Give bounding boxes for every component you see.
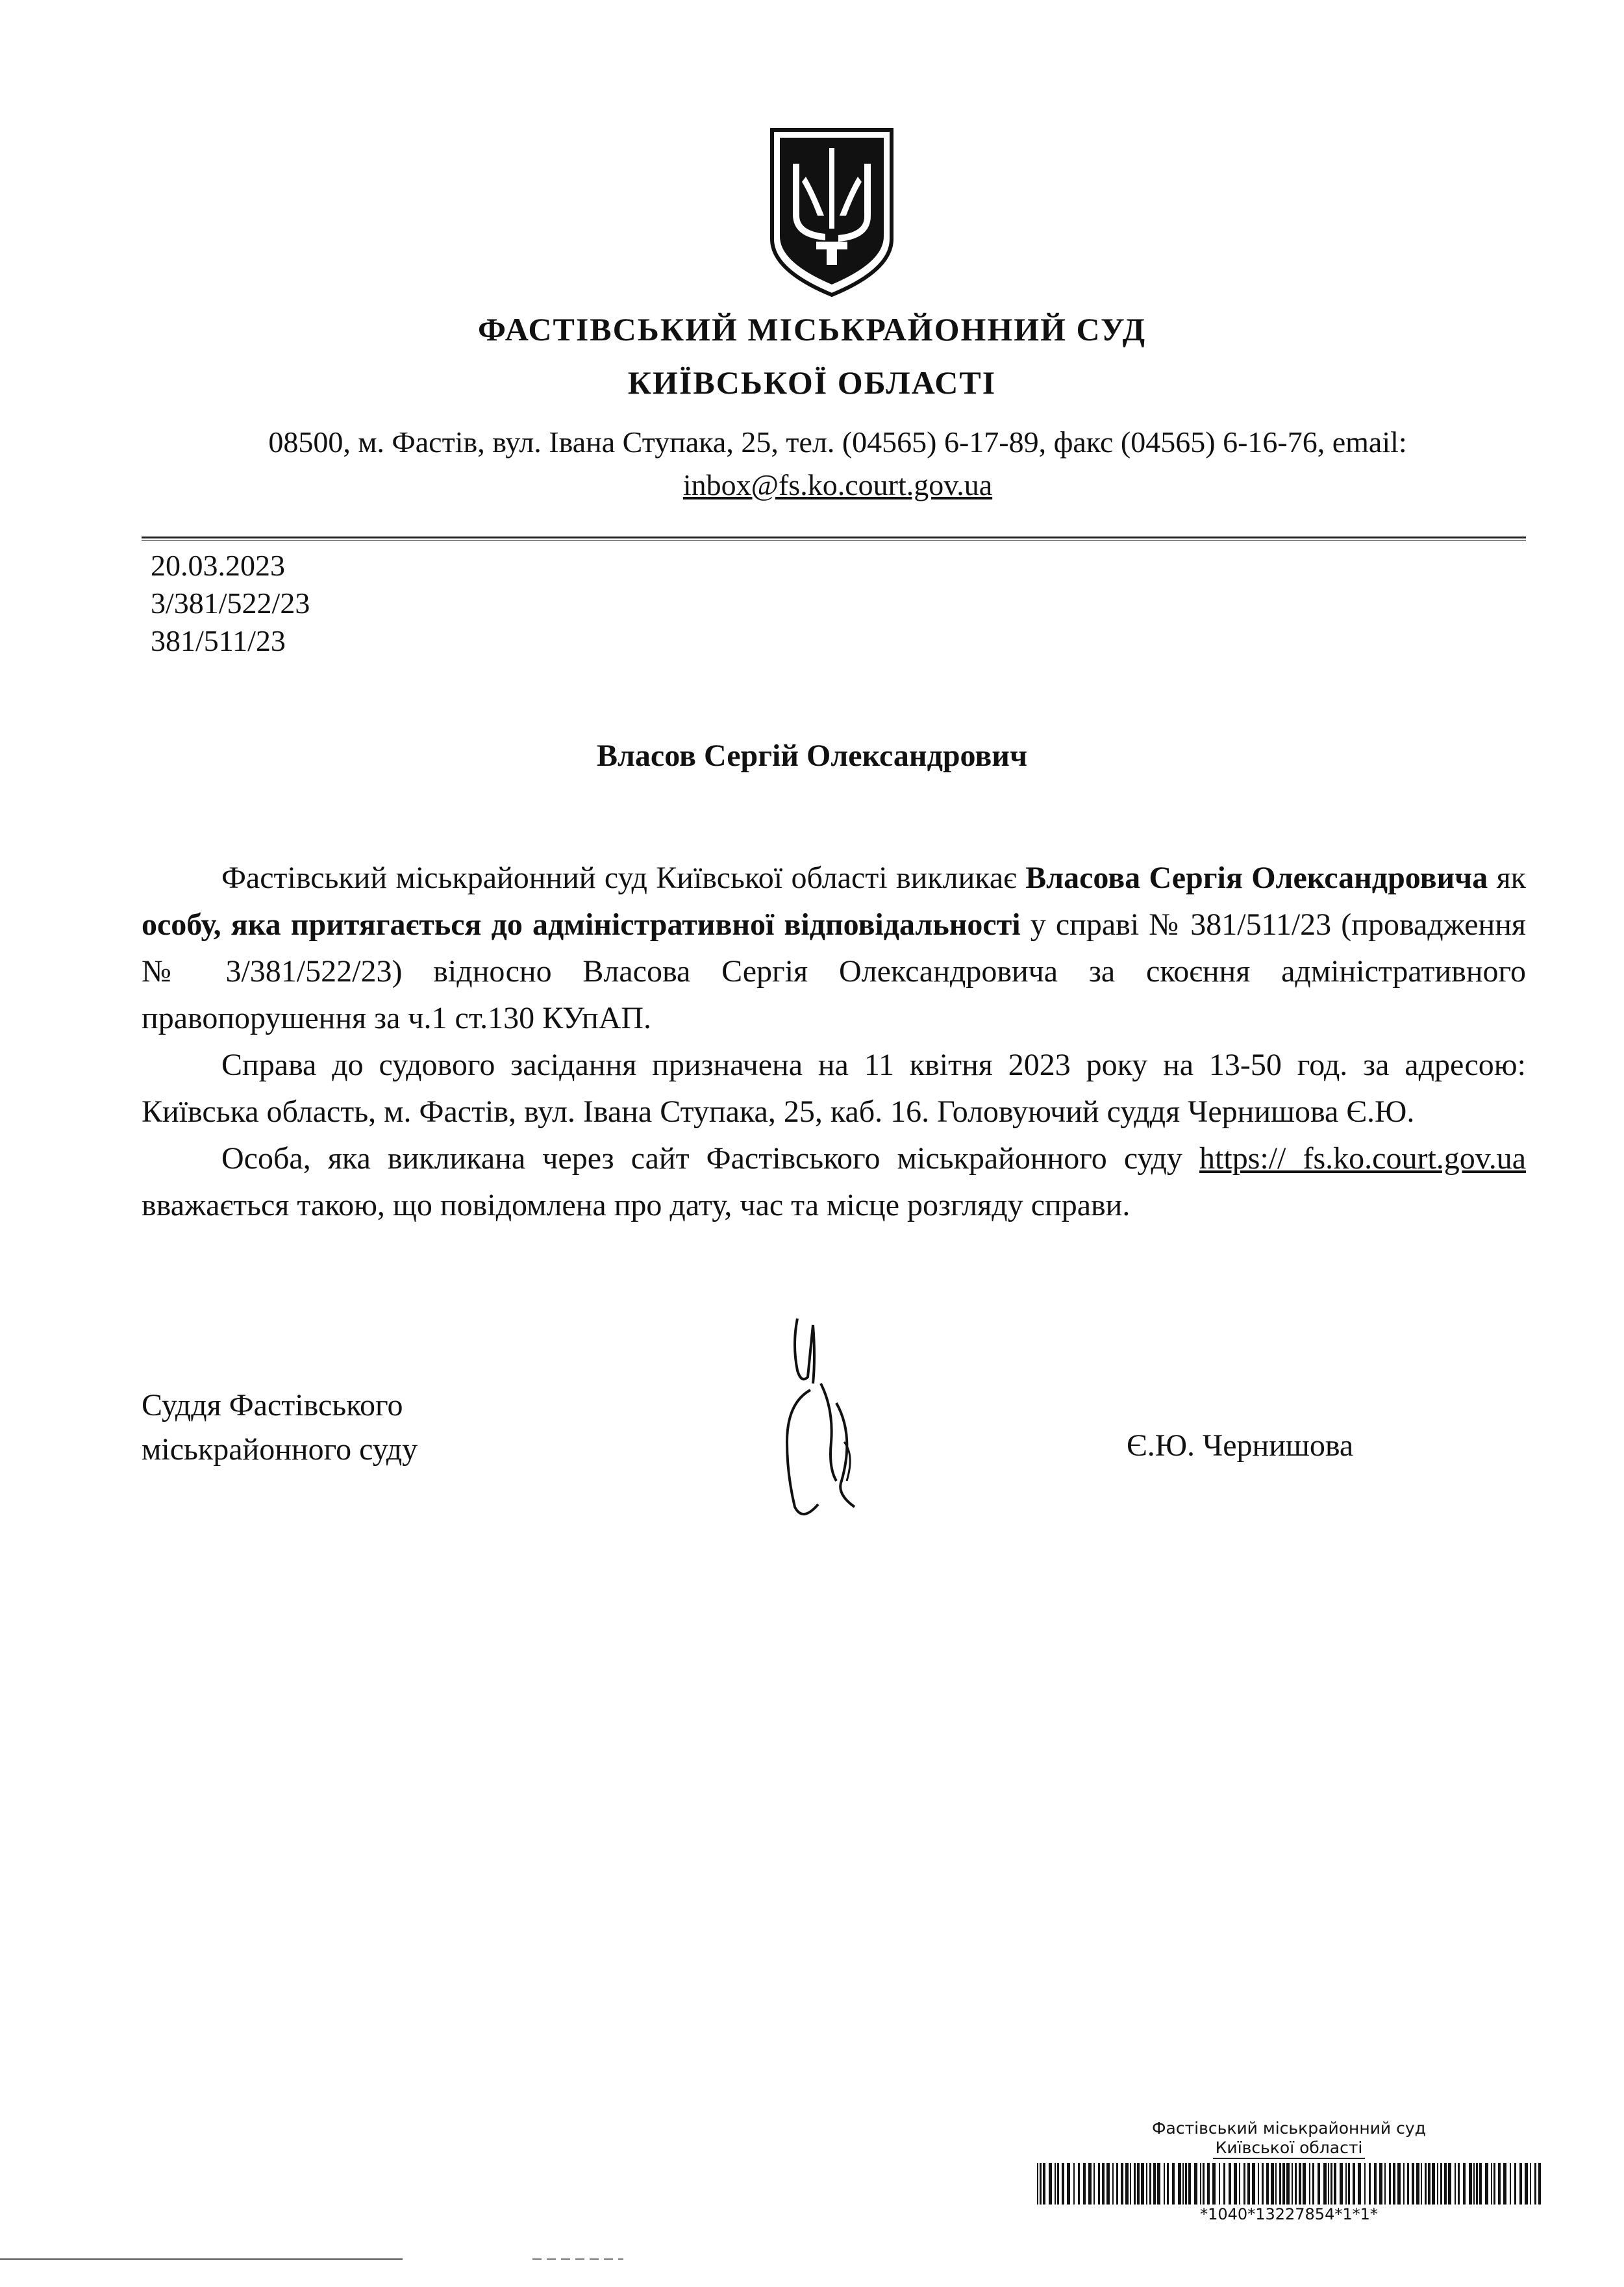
summons-paragraph-3: Особа, яка викликана через сайт Фастівського міськрайонного суду https:// fs.ko.court.gov.ua вважається такою, що повідомлена про дату, час та місце розгляду справи. — [142, 1141, 1526, 1222]
barcode-bar — [1534, 2163, 1536, 2205]
barcode-bar — [1252, 2163, 1255, 2205]
barcode-bar — [1379, 2163, 1382, 2205]
barcode-bar — [1055, 2163, 1056, 2205]
barcode-bar — [1239, 2163, 1240, 2205]
barcode-bar — [1407, 2163, 1409, 2205]
document-meta — [151, 547, 310, 660]
barcode-bar — [1049, 2163, 1052, 2205]
barcode-bar — [1428, 2163, 1430, 2205]
barcode-bar — [1514, 2163, 1516, 2205]
barcode-bar — [1519, 2163, 1522, 2205]
barcode-bar — [1093, 2163, 1095, 2205]
court-name-line2: КИЇВСЬКОЇ ОБЛАСТІ — [627, 364, 997, 401]
summons-paragraph-2: Справа до судового засідання призначена на 11 квітня 2023 року на 13-50 год. за адресою: Київська область, м. Фастів, вул. Івана Ступака, 25, каб. 16. Головуючий суддя Чернишова Є.Ю. — [142, 1048, 1526, 1129]
judge-name: Є.Ю. Чернишова — [1127, 1428, 1354, 1463]
barcode-bar — [1312, 2163, 1314, 2205]
barcode-bar — [1243, 2163, 1245, 2205]
barcode-bar — [1200, 2163, 1201, 2205]
barcode-bar — [1219, 2163, 1220, 2205]
barcode-bar — [1440, 2163, 1442, 2205]
barcode-bar — [1141, 2163, 1144, 2205]
barcode-bar — [1299, 2163, 1301, 2205]
barcode-bar — [1130, 2163, 1131, 2205]
barcode-bar — [1353, 2163, 1355, 2205]
barcode-bar — [1463, 2163, 1466, 2205]
barcode-bar — [1279, 2163, 1281, 2205]
barcode-bar — [1102, 2163, 1105, 2205]
barcode-bar — [1185, 2163, 1187, 2205]
barcode-bar — [1207, 2163, 1210, 2205]
barcode-bar — [1374, 2163, 1377, 2205]
barcode-bar — [1358, 2163, 1361, 2205]
barcode-bar — [1040, 2163, 1042, 2205]
barcode-bar — [1134, 2163, 1136, 2205]
court-website-link[interactable]: https:// fs.ko.court.gov.ua — [1199, 1141, 1526, 1176]
barcode-bar — [1178, 2163, 1181, 2205]
barcode-bar — [1282, 2163, 1285, 2205]
barcode-bar — [1491, 2163, 1492, 2205]
judge-title — [142, 1384, 418, 1472]
barcode-bar — [1286, 2163, 1290, 2205]
barcode-bar — [1292, 2163, 1293, 2205]
barcode-bar — [1167, 2163, 1169, 2205]
barcode-bar — [1469, 2163, 1472, 2205]
summoned-person-name: Власова Сергія Олександровича — [1025, 861, 1488, 895]
barcode-bar — [1455, 2163, 1456, 2205]
barcode-bar — [1037, 2163, 1038, 2205]
barcode-bar — [1172, 2163, 1175, 2205]
trident-coat-of-arms-icon — [767, 125, 897, 300]
barcode-bar — [1275, 2163, 1277, 2205]
barcode-bar — [1088, 2163, 1092, 2205]
barcode-bar — [1384, 2163, 1386, 2205]
barcode-bar — [1485, 2163, 1488, 2205]
barcode-bar — [1530, 2163, 1531, 2205]
barcode-bar — [1157, 2163, 1160, 2205]
barcode-bar — [1112, 2163, 1114, 2205]
barcode-bar — [1318, 2163, 1320, 2205]
barcode-bar — [1328, 2163, 1329, 2205]
barcode-bar — [1425, 2163, 1427, 2205]
barcode-bar — [1345, 2163, 1347, 2205]
scan-edge-marks — [0, 2256, 1624, 2263]
barcode-bar — [1121, 2163, 1123, 2205]
barcode-bar — [1125, 2163, 1129, 2205]
case-number: 381/511/23 — [151, 624, 286, 657]
barcode-bar — [1234, 2163, 1237, 2205]
barcode-bar — [1188, 2163, 1191, 2205]
barcode-bar — [1078, 2163, 1080, 2205]
barcode-bar — [1212, 2163, 1216, 2205]
barcode-bar — [1098, 2163, 1100, 2205]
barcode-bar — [1149, 2163, 1151, 2205]
judge-title-line2: міськрайонного суду — [142, 1432, 418, 1467]
outgoing-number: 3/381/522/23 — [151, 587, 310, 620]
barcode-bar — [1503, 2163, 1506, 2205]
barcode-bar — [1182, 2163, 1184, 2205]
registration-stamp — [1032, 2119, 1545, 2224]
barcode-bar — [1262, 2163, 1264, 2205]
barcode-bar — [1498, 2163, 1501, 2205]
barcode-bar — [1223, 2163, 1225, 2205]
barcode-bar — [1493, 2163, 1495, 2205]
barcode — [1036, 2163, 1542, 2205]
barcode-bar — [1364, 2163, 1366, 2205]
barcode-bar — [1510, 2163, 1511, 2205]
barcode-bar — [1271, 2163, 1274, 2205]
barcode-bar — [1153, 2163, 1156, 2205]
barcode-bar — [1116, 2163, 1118, 2205]
barcode-bar — [1340, 2163, 1343, 2205]
summons-paragraph-1: Фастівський міськрайонний суд Київської області викликає Власова Сергія Олександровича як особу, яка притягається до адміністративної відповідальності у справі № 381/511/23 (провадження № 3/381/522/23) відносно Власова Сергія Олександровича за скоєння адміністративного правопорушення за ч.1 ст.130 КУпАП. — [142, 861, 1527, 1035]
barcode-bar — [1421, 2163, 1422, 2205]
barcode-bar — [1330, 2163, 1332, 2205]
barcode-bar — [1437, 2163, 1438, 2205]
barcode-bar — [1067, 2163, 1070, 2205]
barcode-bar — [1397, 2163, 1401, 2205]
barcode-bar — [1473, 2163, 1475, 2205]
barcode-bar — [1083, 2163, 1086, 2205]
header-divider — [142, 537, 1526, 541]
court-address: 08500, м. Фастів, вул. Івана Ступака, 25, тел. (04565) 6-17-89, факс (04565) 6-16-76, email: — [268, 425, 1407, 459]
barcode-bar — [1258, 2163, 1259, 2205]
barcode-bar — [1369, 2163, 1371, 2205]
barcode-bar — [1164, 2163, 1165, 2205]
court-email-link[interactable]: inbox@fs.ko.court.gov.ua — [682, 468, 993, 501]
barcode-bar — [1137, 2163, 1140, 2205]
summons-body — [142, 855, 1526, 1229]
barcode-bar — [1479, 2163, 1482, 2205]
barcode-bar — [1458, 2163, 1460, 2205]
stamp-region: Київської області — [1213, 2138, 1366, 2159]
barcode-bar — [1348, 2163, 1350, 2205]
judge-title-line1: Суддя Фастівського — [142, 1388, 403, 1422]
court-name-line1: ФАСТІВСЬКИЙ МІСЬКРАЙОННИЙ СУД — [477, 311, 1147, 347]
barcode-bar — [1525, 2163, 1528, 2205]
barcode-bar — [1448, 2163, 1451, 2205]
barcode-bar — [1403, 2163, 1405, 2205]
barcode-bar — [1393, 2163, 1395, 2205]
barcode-bar — [1444, 2163, 1447, 2205]
document-date: 20.03.2023 — [151, 549, 285, 582]
barcode-bar — [1062, 2163, 1064, 2205]
barcode-bar — [1416, 2163, 1419, 2205]
barcode-bar — [1334, 2163, 1336, 2205]
barcode-bar — [1266, 2163, 1269, 2205]
barcode-bar — [1229, 2163, 1231, 2205]
barcode-bar — [1389, 2163, 1391, 2205]
summoned-person-role: особу, яка притягається до адміністративної відповідальності — [142, 907, 1021, 942]
barcode-bar — [1043, 2163, 1045, 2205]
barcode-bar — [1057, 2163, 1059, 2205]
stamp-court-name: Фастівський міськрайонний суд — [1152, 2119, 1426, 2138]
barcode-bar — [1323, 2163, 1327, 2205]
barcode-bar — [1146, 2163, 1147, 2205]
barcode-bar — [1106, 2163, 1110, 2205]
barcode-bar — [1432, 2163, 1435, 2205]
recipient-name: Власов Сергій Олександрович — [596, 739, 1028, 773]
barcode-bar — [1412, 2163, 1414, 2205]
barcode-bar — [1194, 2163, 1197, 2205]
barcode-bar — [1073, 2163, 1075, 2205]
barcode-bar — [1476, 2163, 1478, 2205]
barcode-bar — [1247, 2163, 1250, 2205]
barcode-bar — [1309, 2163, 1310, 2205]
stamp-code: *1040*13227854*1*1* — [1200, 2205, 1378, 2223]
barcode-bar — [1203, 2163, 1205, 2205]
barcode-bar — [1295, 2163, 1297, 2205]
handwritten-signature — [771, 1312, 888, 1546]
court-address-block — [130, 421, 1545, 507]
barcode-bar — [1538, 2163, 1541, 2205]
barcode-bar — [1303, 2163, 1306, 2205]
